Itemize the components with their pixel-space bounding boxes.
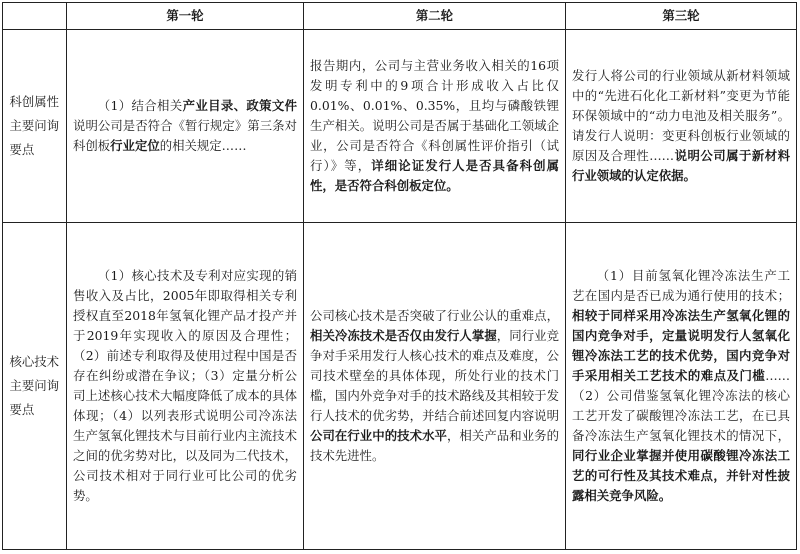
table-row-sci-tech-attribute [3,30,797,223]
table-header-row [3,3,797,30]
round1-text [73,266,297,506]
body-text: 报告期内，公司与主营业务收入相关的16项发明专利中的9项合计形成收入占比仅0.01%、0.01%、0.35%，且均与磷酸铁锂生产相关。说明公司是否属于基础化工领域企业，公司是否符合《科创属性评价指引（试行）》等， [310,58,559,173]
body-text: （1）核心技术及专利对应实现的销售收入及占比，2005年即取得相关专利授权直至2018年氢氧化锂产品才投产并于2019年实现收入的原因及合理性；（2）前述专利取得及使用过程中国是否存在纠纷或潜在争议；（3）定量分析公司上述核心技术大幅度降低了成本的具体体现；（4）以列表形式说明公司冷冻法生产氢氧化锂技术与目前行业内主流技术之间的优劣势对比，以及同为二代技术，公司技术相对于同行业可比公司的优劣势。 [73,268,297,503]
header-round-2: 第二轮 [304,3,566,30]
emphasis-text: 说明公司属于新材料行业领域的认定依据。 [572,148,791,183]
row-label-cell [3,223,67,550]
round1-text [73,96,297,156]
emphasis-text: 公司在行业中的技术水平 [310,428,447,443]
emphasis-text: 相较于同样采用冷冻法生产氢氧化锂的国内竞争对手，定量说明发行人氢氧化锂冷冻法工艺的技术优势，国内竞争对手采用相关工艺技术的难点及门槛 [572,308,790,383]
round3-text [572,266,790,506]
body-text: ，相关产品和业务的技术先进性。 [310,428,559,463]
round1-cell [67,223,304,550]
round2-cell [304,223,566,550]
round3-text [572,66,790,186]
body-text: 发行人将公司的行业领域从新材料领域中的“先进石化化工新材料”变更为节能环保领域中的“动力电池及相关服务”。请发行人说明：变更科创板行业领域的原因及合理性…… [572,68,790,163]
body-text: 说明公司是否符合《暂行规定》第三条对科创板 [73,118,297,153]
inquiry-comparison-table [2,2,797,550]
header-round-1: 第一轮 [67,3,304,30]
emphasis-text: 同行业企业掌握并使用碳酸锂冷冻法工艺的可行性及其技术难点，并针对性披露相关竞争风险。 [572,448,790,503]
body-text: ，同行业竞争对手采用发行人核心技术的难点及难度，公司技术壁垒的具体体现，所处行业的技术门槛，国内外竞争对手的技术路线及其相较于发行人技术的优劣势，并结合前述回复内容说明 [310,328,559,423]
table-row-core-technology [3,223,797,550]
row-label: 科创属性主要问询要点 [9,94,60,157]
emphasis-text: 详细论证发行人是否具备科创属性，是否符合科创板定位。 [310,158,559,193]
round1-cell [67,30,304,223]
body-text: （1）结合相关 [97,98,183,113]
body-text: 公司核心技术是否突破了行业公认的重难点， [310,308,559,323]
round2-text [310,306,559,466]
emphasis-text: 行业定位 [110,138,160,153]
emphasis-text: 相关冷冻技术是否仅由发行人掌握 [310,328,497,343]
row-label: 核心技术主要问询要点 [9,354,60,417]
body-text: （1）目前氢氧化锂冷冻法生产工艺在国内是否已成为通行使用的技术； [572,268,790,303]
round3-cell [566,30,797,223]
header-blank-cell [3,3,67,30]
round2-cell [304,30,566,223]
row-label-cell [3,30,67,223]
round3-cell [566,223,797,550]
emphasis-text: 产业目录、政策文件 [182,98,298,113]
body-text: 的相关规定…… [159,138,247,153]
body-text: ……（2）公司借鉴氢氧化锂冷冻法的核心工艺开发了碳酸锂冷冻法工艺，在已具备冷冻法生产氢氧化锂技术的情况下， [572,368,790,443]
round2-text [310,56,559,196]
header-round-3: 第三轮 [566,3,797,30]
